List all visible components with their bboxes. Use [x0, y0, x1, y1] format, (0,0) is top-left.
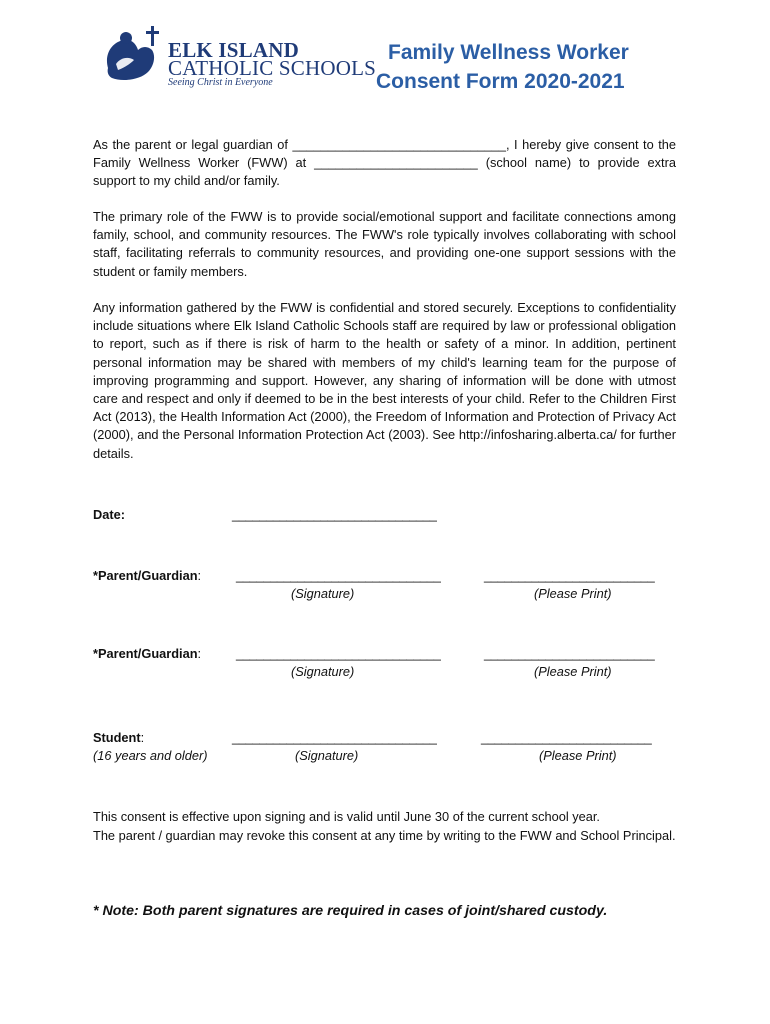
- parent-1-signature-field[interactable]: ______________________________: [236, 568, 441, 583]
- student-signature-field[interactable]: ______________________________: [232, 730, 437, 745]
- print-caption: (Please Print): [534, 586, 612, 601]
- role-paragraph: The primary role of the FWW is to provide social/emotional support and facilitate connections among family, school, and community resources. The FWW's role typically involves collaborating with school staff, facilitating referrals to community resources, and providing one-one support sessions with the student or family members.: [93, 209, 676, 279]
- confidentiality-paragraph: Any information gathered by the FWW is confidential and stored securely. Exceptions to confidentiality include situations where Elk Island Catholic Schools staff are required by law or professional obligation to report, such as if there is risk of harm to the health or safety of a minor. In addition, pertinent personal information may be shared with members of my child's learning team for the purpose of improving programming and support. However, any sharing of information will be done with utmost care and respect and only if deemed to be in the best interests of your child. Refer to the Children First Act (2013), the Health Information Act (2000), the Freedom of Information and Protection of Privacy Act (2000), and the Personal Information Protection Act (2003). See http://infosharing.alberta.ca/ for further details.: [93, 300, 676, 461]
- logo-line-2: CATHOLIC SCHOOLS: [168, 56, 376, 80]
- signature-caption: (Signature): [295, 748, 359, 763]
- student-label: Student:: [93, 730, 145, 745]
- print-caption: (Please Print): [534, 664, 612, 679]
- signature-caption: (Signature): [291, 664, 355, 679]
- date-label: Date:: [93, 507, 125, 522]
- print-caption: (Please Print): [539, 748, 617, 763]
- parent-2-signature-field[interactable]: ______________________________: [236, 646, 441, 661]
- validity-line-2: The parent / guardian may revoke this consent at any time by writing to the FWW and School Principal.: [93, 827, 676, 843]
- consent-paragraph: As the parent or legal guardian of ______________________________, I hereby give consent to the Family Wellness Worker (FWW) at _______________________ (school name) to provide extra support to my child and/or family.: [93, 137, 676, 189]
- custody-note: * Note: Both parent signatures are required in cases of joint/shared custody.: [93, 903, 608, 919]
- title-line-2: Consent Form 2020-2021: [376, 70, 625, 93]
- student-age-note: (16 years and older): [93, 748, 208, 763]
- title-line-1: Family Wellness Worker: [388, 41, 629, 64]
- student-print-field[interactable]: _________________________: [481, 730, 652, 745]
- parent-2-print-field[interactable]: _________________________: [484, 646, 655, 661]
- logo-emblem-icon: [102, 24, 164, 90]
- date-field[interactable]: ______________________________: [232, 507, 437, 522]
- logo-tagline: Seeing Christ in Everyone: [168, 77, 273, 88]
- validity-line-1: This consent is effective upon signing and is valid until June 30 of the current school year.: [93, 809, 600, 824]
- logo-line-1: ELK ISLAND: [168, 38, 299, 62]
- parent-guardian-1-label: *Parent/Guardian:: [93, 568, 202, 583]
- school-logo: [102, 24, 376, 94]
- validity-statement: [93, 808, 676, 845]
- form-title: [376, 38, 666, 96]
- parent-1-print-field[interactable]: _________________________: [484, 568, 655, 583]
- signature-caption: (Signature): [291, 586, 355, 601]
- parent-guardian-2-label: *Parent/Guardian:: [93, 646, 202, 661]
